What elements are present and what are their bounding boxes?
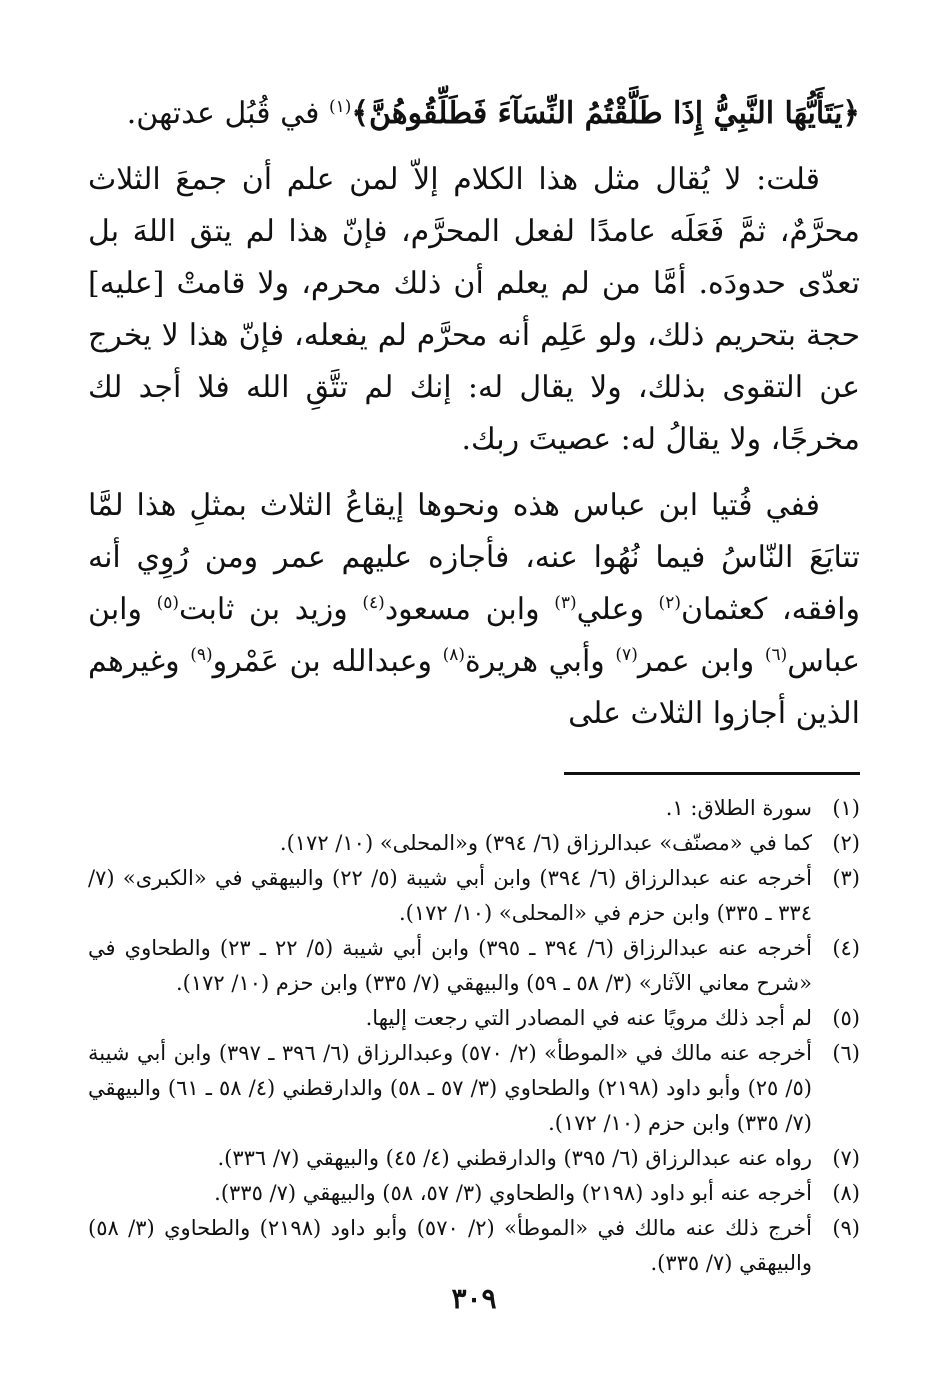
footnote-divider	[564, 772, 860, 775]
paragraph-2: قلت: لا يُقال مثل هذا الكلام إلاّ لمن علم أن جمعَ الثلاث محرَّمٌ، ثمَّ فَعَلَه عامدًا لفعل المحرَّم، فإنّ هذا لم يتق اللهَ بل تعدّى حدودَه. أمَّا من لم يعلم أن ذلك محرم، ولا قامتْ [عليه] حجة بتحريم ذلك، ولو عَلِم أنه محرَّم لم يفعله، فإنّ هذا لا يخرج عن التقوى بذلك، ولا يقال له: إنك لم تتَّقِ الله فلا أجد لك مخرجًا، ولا يقالُ له: عصيتَ ربك.	[88, 162, 860, 457]
footnote-text: أخرجه عنه أبو داود (٢١٩٨) والطحاوي (٣/ ٥٧، ٥٨) والبيهقي (٧/ ٣٣٥).	[214, 1181, 812, 1205]
paragraph-1-text: في قُبُل عدتهن.	[126, 96, 329, 131]
paragraph-3-text-9: وغيرهم الذين أجازوا الثلاث على	[88, 644, 860, 731]
paragraph-3-text-8: وعبدالله بن عَمْرو	[212, 644, 443, 679]
paragraph-3-text-7: وأبي هريرة	[465, 644, 616, 679]
footnote-9	[88, 1211, 860, 1281]
footnote-8	[88, 1176, 860, 1211]
footnote-1	[88, 791, 860, 826]
paragraph-1	[88, 88, 860, 140]
footnote-ref-4: (٤)	[362, 593, 385, 613]
footnotes	[88, 791, 860, 1281]
footnote-text: أخرجه عنه عبدالرزاق (٦/ ٣٩٤) وابن أبي شيبة (٥/ ٢٢) والبيهقي في «الكبرى» (٧/ ٣٣٤ ـ ٣٣٥) وابن حزم في «المحلى» (١٠/ ١٧٢).	[88, 866, 812, 925]
footnote-number: (٤)	[832, 936, 860, 960]
footnote-number: (١)	[832, 796, 860, 820]
footnote-ref-9: (٩)	[190, 645, 213, 665]
paragraph-3-text-3: وابن مسعود	[384, 592, 555, 627]
footnote-ref-7: (٧)	[615, 645, 638, 665]
footnote-number: (٥)	[832, 1006, 860, 1030]
footnote-3	[88, 861, 860, 931]
footnote-ref-8: (٨)	[442, 645, 466, 665]
footnote-number: (٦)	[832, 1041, 860, 1065]
footnote-number: (٢)	[832, 831, 860, 855]
footnote-number: (٣)	[832, 866, 860, 890]
footnote-text: أخرج ذلك عنه مالك في «الموطأ» (٢/ ٥٧٠) وأبو داود (٢١٩٨) والطحاوي (٣/ ٥٨) والبيهقي (٧/ ٣٣٥).	[88, 1216, 812, 1275]
footnote-text: سورة الطلاق: ١.	[665, 796, 812, 820]
footnote-5	[88, 1001, 860, 1036]
footnote-text: أخرجه عنه عبدالرزاق (٦/ ٣٩٤ ـ ٣٩٥) وابن أبي شيبة (٥/ ٢٢ ـ ٢٣) والطحاوي في «شرح معاني الآثار» (٣/ ٥٨ ـ ٥٩) والبيهقي (٧/ ٣٣٥) وابن حزم (١٠/ ١٧٢).	[88, 936, 812, 995]
paragraph-3-text-1: ففي فُتيا ابن عباس هذه ونحوها إيقاعُ الثلاث بمثلِ هذا لمَّا تتايَعَ النّاسُ فيما نُهُوا عنه، فأجازه عليهم عمر ومن رُوِي أنه وافقه، كعثمان	[88, 488, 860, 627]
footnote-number: (٨)	[832, 1181, 860, 1205]
footnote-text: أخرجه عنه مالك في «الموطأ» (٢/ ٥٧٠) وعبدالرزاق (٦/ ٣٩٦ ـ ٣٩٧) وابن أبي شيبة (٥/ ٢٥) وأبو داود (٢١٩٨) والطحاوي (٣/ ٥٧ ـ ٥٨) والدارقطني (٤/ ٥٨ ـ ٦١) والبيهقي (٧/ ٣٣٥) وابن حزم (١٠/ ١٧٢).	[88, 1041, 812, 1135]
footnote-ref-5: (٥)	[156, 593, 180, 613]
footnote-text: لم أجد ذلك مرويًا عنه في المصادر التي رجعت إليها.	[365, 1006, 812, 1030]
footnote-ref-1: (١)	[328, 97, 352, 117]
footnote-text: كما في «مصنّف» عبدالرزاق (٦/ ٣٩٤) و«المحلى» (١٠/ ١٧٢).	[279, 831, 812, 855]
paragraph-3-text-4: وزيد بن ثابت	[179, 592, 363, 627]
footnote-ref-3: (٣)	[554, 593, 577, 613]
paragraph-3	[88, 480, 860, 740]
footnote-ref-2: (٢)	[658, 593, 681, 613]
paragraph-3-text-5: وابن عباس	[88, 592, 860, 679]
footnote-number: (٩)	[832, 1216, 860, 1240]
footnote-2	[88, 826, 860, 861]
footnote-ref-6: (٦)	[764, 645, 788, 665]
paragraph-3-text-6: وابن عمر	[637, 644, 765, 679]
main-text	[88, 88, 860, 740]
footnote-6	[88, 1036, 860, 1141]
page-number: ٣٠٩	[451, 1282, 497, 1315]
footnote-7	[88, 1141, 860, 1176]
paragraph-3-text-2: وعلي	[576, 592, 659, 627]
quran-verse: ﴿يَتَأَيُّهَا النَّبِيُّ إِذَا طَلَّقْتُمُ النِّسَآءَ فَطَلِّقُوهُنَّ﴾	[351, 96, 860, 131]
footnote-4	[88, 931, 860, 1001]
footnote-number: (٧)	[832, 1146, 860, 1170]
footnote-text: رواه عنه عبدالرزاق (٦/ ٣٩٥) والدارقطني (٤/ ٤٥) والبيهقي (٧/ ٣٣٦).	[217, 1146, 812, 1170]
